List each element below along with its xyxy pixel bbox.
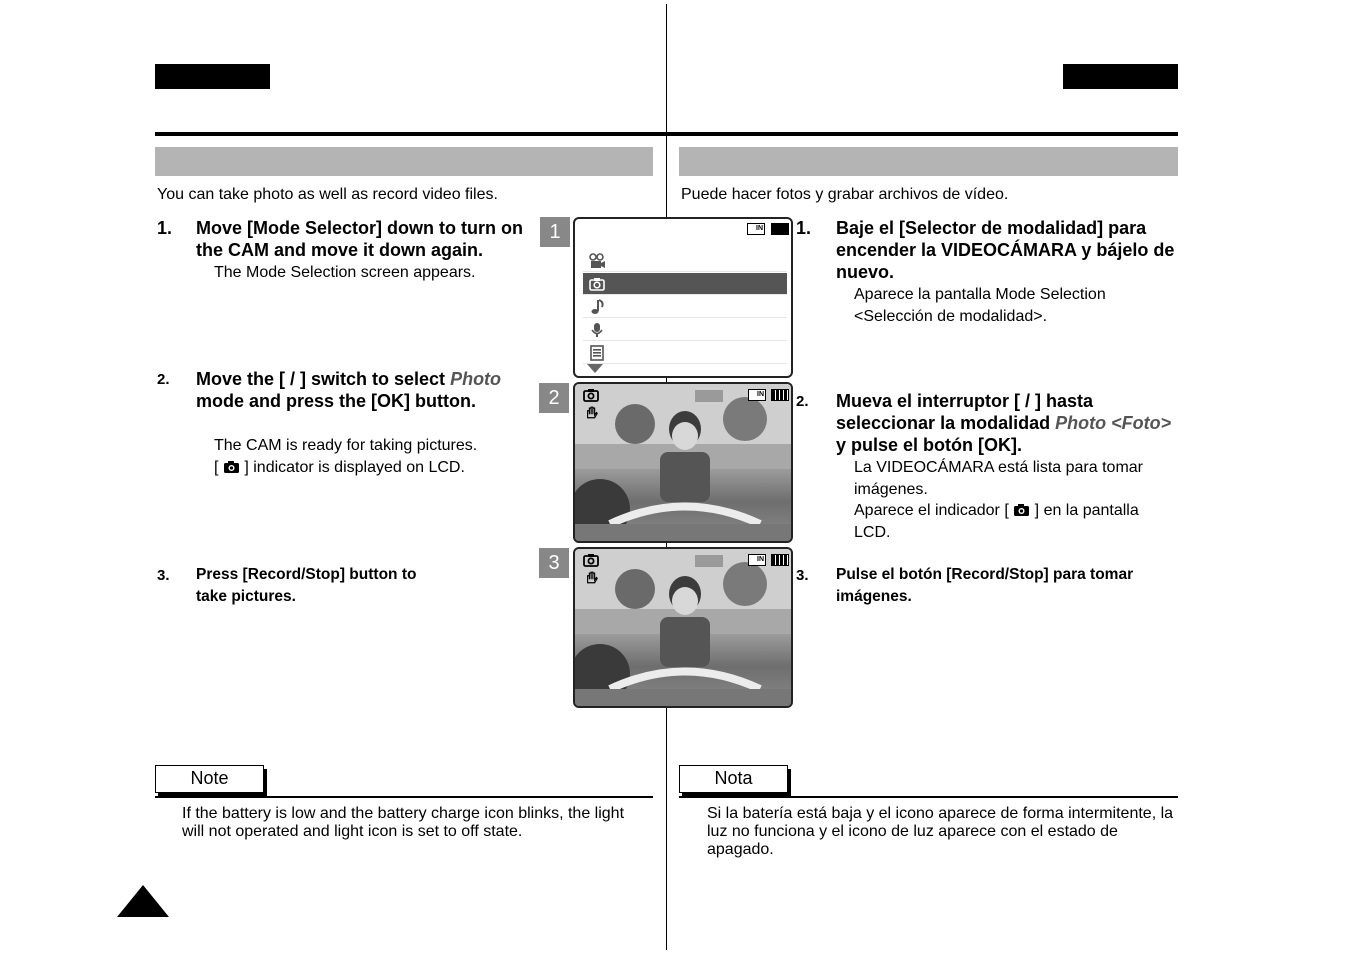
step2-number-es: 2.	[796, 393, 809, 410]
memory-in-label: IN	[756, 225, 763, 232]
header-rule-right	[667, 132, 1178, 136]
step2-sub2-en	[214, 457, 534, 479]
step2-title-es-post: y pulse el botón [OK].	[836, 435, 1023, 455]
header-block-left	[155, 64, 270, 89]
photo-scene	[575, 549, 793, 708]
figure-badge-3: 3	[539, 548, 569, 578]
step2-sub1-en: The CAM is ready for taking pictures.	[214, 437, 478, 454]
camera-icon	[223, 460, 240, 474]
step1-sub-es: Aparece la pantalla Mode Selection <Selección de modalidad>.	[854, 286, 1106, 325]
menu-row-music	[583, 296, 787, 318]
step2-title-en-pre: Move the [ / ] switch to select	[196, 369, 446, 389]
note-rule-en	[155, 796, 653, 798]
note-text-en: If the battery is low and the battery charge icon blinks, the light will not operated and light icon is set to off state.	[182, 805, 625, 840]
section-title-bar-right	[679, 147, 1178, 176]
header-rule-left	[155, 132, 666, 136]
camera-icon	[583, 553, 599, 567]
step2-title-es	[836, 390, 1181, 456]
lcd-photo-preview-2	[573, 382, 793, 543]
menu-row-video	[583, 250, 787, 272]
step2-sub2-es-post: ] en la pantalla LCD.	[854, 502, 1139, 541]
battery-icon	[771, 389, 789, 401]
memory-in-icon	[747, 223, 765, 235]
step1-number-es: 1.	[796, 218, 812, 238]
lcd-status-bar	[747, 222, 791, 236]
note-rule-es	[679, 796, 1178, 798]
camera-icon	[589, 276, 605, 292]
step2-title-en	[196, 368, 526, 412]
section-title-bar-left	[155, 147, 653, 176]
triangle-icon	[117, 885, 169, 917]
note-label-es: Nota	[679, 765, 788, 793]
document-icon	[589, 345, 605, 361]
intro-text-en: You can take photo as well as record video files.	[157, 186, 498, 203]
step2-number-en: 2.	[157, 371, 170, 388]
note-label-en: Note	[155, 765, 264, 793]
menu-row-voice	[583, 319, 787, 341]
step1-title-es: Baje el [Selector de modalidad] para encender la VIDEOCÁMARA y bájelo de nuevo.	[836, 218, 1175, 282]
header-block-right	[1063, 64, 1178, 89]
step2-title-es-italic: Photo <Foto>	[1055, 413, 1172, 433]
memory-in-icon	[748, 389, 766, 401]
camera-icon	[583, 388, 599, 402]
memory-in-label: IN	[757, 391, 764, 398]
menu-row-photo	[583, 273, 787, 295]
step2-sub2-es-pre: Aparece el indicador [	[854, 502, 1009, 519]
lcd-photo-preview-3	[573, 547, 793, 708]
memory-in-label: IN	[757, 556, 764, 563]
step1-sub-en: The Mode Selection screen appears.	[214, 264, 476, 281]
step2-sub2-en-pre: [	[214, 459, 219, 476]
photo-scene	[575, 384, 793, 543]
hand-stabilizer-icon	[585, 406, 599, 419]
step2-title-en-italic: Photo	[450, 369, 502, 389]
music-note-icon	[589, 299, 605, 315]
video-camera-icon	[589, 253, 605, 269]
camera-icon	[1013, 503, 1030, 517]
hand-stabilizer-icon	[585, 571, 599, 584]
down-arrow-icon	[587, 364, 603, 374]
step2-sub1-es: La VIDEOCÁMARA está lista para tomar imágenes.	[854, 459, 1143, 498]
microphone-icon	[589, 322, 605, 338]
lcd-mode-selection	[573, 217, 793, 378]
note-text-es: Si la batería está baja y el icono aparece de forma intermitente, la luz no funciona y el icono de luz aparece con el estado de apagado.	[707, 805, 1174, 858]
lcd-highlight-box	[695, 555, 723, 567]
intro-text-es: Puede hacer fotos y grabar archivos de vídeo.	[681, 186, 1009, 203]
step1-number-en: 1.	[157, 218, 173, 238]
battery-icon	[771, 223, 789, 235]
step3-title-en: Press [Record/Stop] button to take pictures.	[196, 566, 417, 605]
step2-title-en-post: mode and press the [OK] button.	[196, 391, 477, 411]
step1-title-en: Move [Mode Selector] down to turn on the CAM and move it down again.	[196, 218, 523, 260]
step2-sub2-en-post: ] indicator is displayed on LCD.	[244, 459, 465, 476]
step2-title-es-pre: Mueva el interruptor [ / ] hasta seleccionar la modalidad	[836, 391, 1094, 433]
figure-badge-2: 2	[539, 383, 569, 413]
step3-title-es: Pulse el botón [Record/Stop] para tomar imágenes.	[836, 566, 1134, 605]
menu-row-file	[583, 342, 787, 364]
lcd-highlight-box	[695, 390, 723, 402]
step3-number-en: 3.	[157, 567, 170, 584]
memory-in-icon	[748, 554, 766, 566]
battery-icon	[771, 554, 789, 566]
figure-badge-1: 1	[540, 217, 570, 247]
step2-sub2-es	[854, 500, 1154, 543]
step3-number-es: 3.	[796, 567, 809, 584]
